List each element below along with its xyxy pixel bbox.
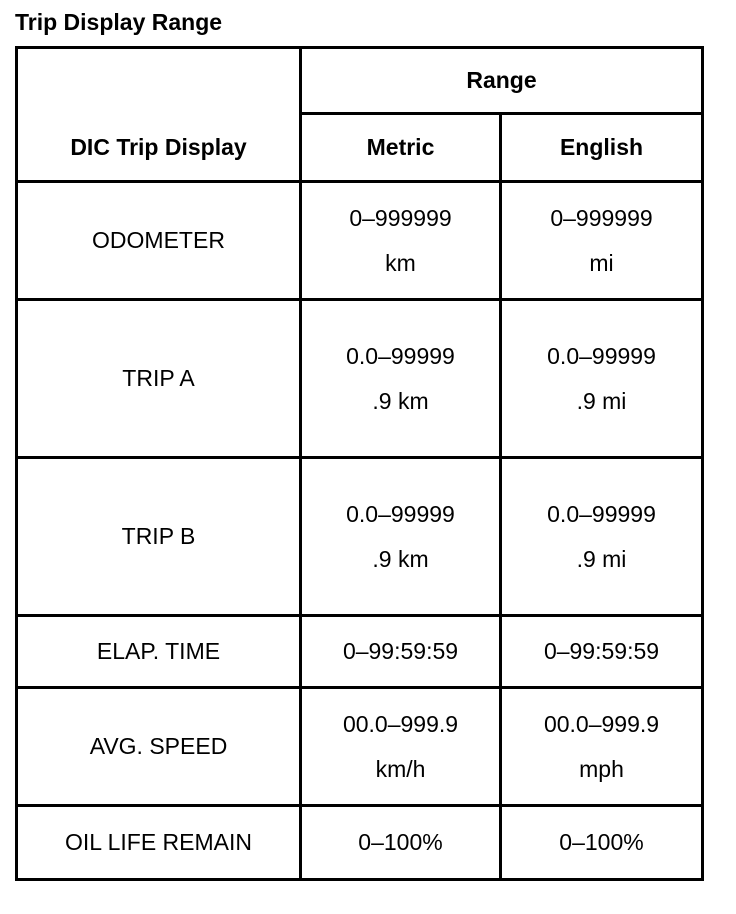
english-range: 0–99:59:59 [543,638,660,664]
header-metric-label: Metric [366,134,435,160]
row-label-text: TRIP A [122,365,195,391]
metric-cell [301,806,501,880]
english-range: 00.0–999.9 [543,710,660,737]
english-range: 0–100% [559,829,644,855]
header-english [501,114,703,182]
row-label [17,182,301,300]
table-row-odometer [17,182,703,300]
english-unit: mph [579,755,624,782]
page-title: Trip Display Range [15,9,223,35]
row-label-text: AVG. SPEED [89,733,228,759]
metric-range: 0–99:59:59 [342,638,459,664]
english-cell [501,458,703,616]
row-label [17,688,301,806]
row-label-text: ELAP. TIME [96,638,221,664]
english-range: 0–999999 [550,204,653,231]
metric-range: 0.0–99999 [346,500,455,527]
header-row-group [17,48,703,114]
english-cell [501,300,703,458]
row-label [17,616,301,688]
header-range-label: Range [466,67,537,93]
metric-unit: .9 km [372,387,429,414]
metric-range: 00.0–999.9 [342,710,459,737]
metric-unit: .9 km [372,545,429,572]
row-label [17,806,301,880]
row-label-text: ODOMETER [92,227,225,253]
table-row-oil-life-remain [17,806,703,880]
metric-range: 0.0–99999 [346,342,455,369]
english-unit: mi [589,249,614,276]
english-unit: .9 mi [576,545,627,572]
table-row-elapsed-time [17,616,703,688]
metric-cell [301,300,501,458]
header-dic-trip-display-label: DIC Trip Display [70,134,247,160]
metric-cell [301,688,501,806]
english-cell [501,806,703,880]
metric-unit: km [385,249,416,276]
table-row-trip-b [17,458,703,616]
metric-unit: km/h [375,755,426,782]
header-metric [301,114,501,182]
metric-cell [301,182,501,300]
header-range [301,48,703,114]
row-label [17,458,301,616]
english-cell [501,182,703,300]
trip-display-range-table [15,46,704,881]
metric-cell [301,458,501,616]
header-english-label: English [559,134,644,160]
row-label-text: TRIP B [121,523,196,549]
table-row-trip-a [17,300,703,458]
english-range: 0.0–99999 [547,342,656,369]
metric-range: 0–100% [358,829,443,855]
row-label [17,300,301,458]
english-unit: .9 mi [576,387,627,414]
table-row-average-speed [17,688,703,806]
english-cell [501,688,703,806]
header-dic-trip-display [17,48,301,182]
metric-cell [301,616,501,688]
row-label-text: OIL LIFE REMAIN [64,829,253,855]
english-range: 0.0–99999 [547,500,656,527]
metric-range: 0–999999 [349,204,452,231]
english-cell [501,616,703,688]
